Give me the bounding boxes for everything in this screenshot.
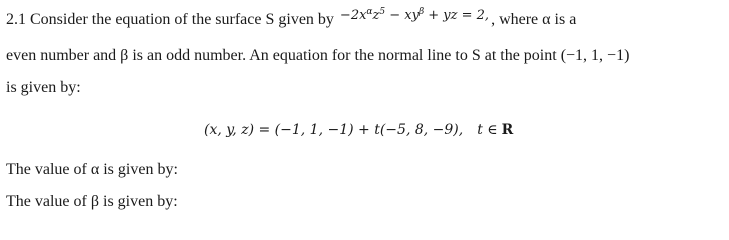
beta-question: The value of β is given by: (6, 193, 178, 210)
parameter-domain-var: t ∈ (477, 122, 498, 138)
problem-alpha-condition: , where α is a (491, 11, 577, 28)
problem-statement-line-1 (6, 6, 576, 30)
surface-exponent-5: 5 (379, 7, 386, 17)
surface-exponent-alpha: α (366, 7, 373, 17)
problem-statement-line-3: is given by: (6, 79, 81, 96)
surface-exponent-beta: β (418, 7, 425, 17)
surface-term2: − xy (385, 8, 419, 23)
alpha-question: The value of α is given by: (6, 161, 178, 178)
normal-line-expression: (x, y, z) = (−1, 1, −1) + t(−5, 8, −9), (204, 122, 464, 138)
problem-statement-line-2: even number and β is an odd number. An equation for the normal line to S at the point (−1, 1, −1) (6, 47, 630, 64)
real-numbers-symbol: R (501, 122, 514, 138)
surface-term1-z: z (372, 8, 380, 23)
surface-equation (338, 8, 491, 23)
problem-intro-text: 2.1 Consider the equation of the surface S given by (6, 11, 334, 28)
normal-line-equation (204, 120, 513, 140)
surface-term1-coef: −2x (339, 8, 367, 23)
surface-term3: + yz = 2, (424, 8, 490, 23)
